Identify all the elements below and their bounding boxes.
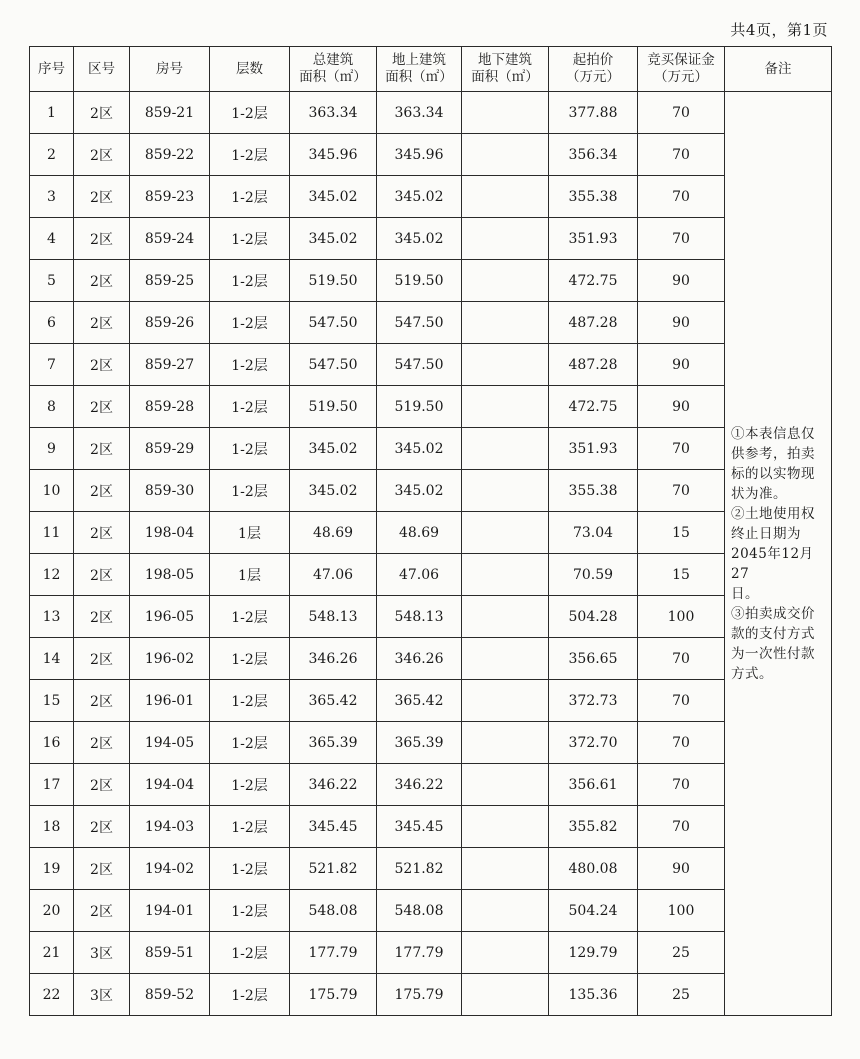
table-row	[30, 932, 832, 974]
cell-start-price: 73.04	[549, 512, 638, 554]
cell-above-area: 547.50	[377, 344, 462, 386]
cell-total-area: 345.96	[290, 134, 377, 176]
cell-total-area: 365.39	[290, 722, 377, 764]
cell-total-area: 345.45	[290, 806, 377, 848]
header-start-price-line1: 起拍价	[572, 52, 614, 68]
remark-line: 为一次性付款	[731, 645, 815, 662]
cell-total-area: 345.02	[290, 218, 377, 260]
cell-seq: 13	[30, 596, 74, 638]
cell-room: 859-51	[130, 932, 210, 974]
header-floors: 层数	[210, 47, 290, 92]
cell-seq: 8	[30, 386, 74, 428]
cell-seq: 20	[30, 890, 74, 932]
cell-start-price: 472.75	[549, 260, 638, 302]
cell-room: 198-05	[130, 554, 210, 596]
header-deposit-line1: 竞买保证金	[647, 52, 715, 68]
cell-zone: 2区	[74, 470, 130, 512]
cell-zone: 2区	[74, 344, 130, 386]
cell-start-price: 480.08	[549, 848, 638, 890]
cell-deposit: 70	[638, 764, 725, 806]
cell-floors: 1-2层	[210, 596, 290, 638]
cell-total-area: 346.22	[290, 764, 377, 806]
cell-deposit: 15	[638, 554, 725, 596]
cell-deposit: 70	[638, 806, 725, 848]
cell-room: 859-23	[130, 176, 210, 218]
cell-above-area: 519.50	[377, 386, 462, 428]
cell-start-price: 472.75	[549, 386, 638, 428]
cell-deposit: 100	[638, 890, 725, 932]
cell-seq: 18	[30, 806, 74, 848]
cell-floors: 1-2层	[210, 260, 290, 302]
cell-above-area: 47.06	[377, 554, 462, 596]
cell-floors: 1-2层	[210, 806, 290, 848]
cell-total-area: 363.34	[290, 92, 377, 134]
cell-deposit: 70	[638, 638, 725, 680]
remark-line: ①本表信息仅	[731, 425, 815, 442]
cell-above-area: 345.45	[377, 806, 462, 848]
table-row	[30, 92, 832, 134]
cell-above-area: 548.13	[377, 596, 462, 638]
cell-deposit: 70	[638, 176, 725, 218]
table-row	[30, 638, 832, 680]
cell-zone: 2区	[74, 554, 130, 596]
table-row	[30, 386, 832, 428]
cell-zone: 3区	[74, 974, 130, 1016]
cell-under-area	[462, 764, 549, 806]
cell-room: 859-26	[130, 302, 210, 344]
cell-under-area	[462, 974, 549, 1016]
header-seq: 序号	[30, 47, 74, 92]
header-under-area-line1: 地下建筑	[478, 52, 532, 68]
cell-above-area: 345.02	[377, 470, 462, 512]
cell-room: 859-29	[130, 428, 210, 470]
cell-floors: 1-2层	[210, 932, 290, 974]
cell-zone: 2区	[74, 260, 130, 302]
header-above-area	[377, 47, 462, 92]
table-row	[30, 680, 832, 722]
auction-table	[29, 46, 832, 1016]
cell-floors: 1-2层	[210, 176, 290, 218]
cell-zone: 3区	[74, 932, 130, 974]
cell-floors: 1-2层	[210, 974, 290, 1016]
cell-start-price: 355.38	[549, 470, 638, 512]
cell-start-price: 70.59	[549, 554, 638, 596]
cell-zone: 2区	[74, 848, 130, 890]
cell-under-area	[462, 890, 549, 932]
table-row	[30, 974, 832, 1016]
cell-above-area: 345.02	[377, 176, 462, 218]
cell-floors: 1-2层	[210, 386, 290, 428]
header-start-price-line2: （万元）	[566, 69, 620, 85]
table-row	[30, 134, 832, 176]
cell-room: 859-52	[130, 974, 210, 1016]
page-info: 共4页，第1页	[730, 21, 828, 39]
table-row	[30, 260, 832, 302]
cell-room: 859-30	[130, 470, 210, 512]
cell-deposit: 70	[638, 92, 725, 134]
cell-room: 859-21	[130, 92, 210, 134]
cell-under-area	[462, 512, 549, 554]
cell-deposit: 90	[638, 344, 725, 386]
cell-under-area	[462, 806, 549, 848]
cell-floors: 1-2层	[210, 470, 290, 512]
table-row	[30, 512, 832, 554]
cell-under-area	[462, 134, 549, 176]
cell-seq: 16	[30, 722, 74, 764]
cell-total-area: 519.50	[290, 386, 377, 428]
header-under-area	[462, 47, 549, 92]
cell-above-area: 548.08	[377, 890, 462, 932]
cell-total-area: 519.50	[290, 260, 377, 302]
cell-room: 194-04	[130, 764, 210, 806]
table-row	[30, 176, 832, 218]
header-deposit-line2: （万元）	[654, 69, 708, 85]
cell-zone: 2区	[74, 890, 130, 932]
table-body	[30, 92, 832, 1016]
cell-total-area: 346.26	[290, 638, 377, 680]
cell-under-area	[462, 260, 549, 302]
cell-deposit: 25	[638, 974, 725, 1016]
cell-seq: 7	[30, 344, 74, 386]
cell-total-area: 548.08	[290, 890, 377, 932]
header-total-area-line2: 面积（㎡）	[299, 69, 367, 85]
cell-above-area: 519.50	[377, 260, 462, 302]
remark-line: 方式。	[731, 665, 773, 682]
table-row	[30, 806, 832, 848]
cell-start-price: 356.61	[549, 764, 638, 806]
table-row	[30, 344, 832, 386]
cell-above-area: 346.22	[377, 764, 462, 806]
cell-total-area: 365.42	[290, 680, 377, 722]
cell-zone: 2区	[74, 386, 130, 428]
cell-under-area	[462, 344, 549, 386]
cell-start-price: 504.28	[549, 596, 638, 638]
cell-seq: 9	[30, 428, 74, 470]
remark-line: ③拍卖成交价	[731, 605, 815, 622]
cell-seq: 15	[30, 680, 74, 722]
cell-floors: 1-2层	[210, 344, 290, 386]
cell-under-area	[462, 176, 549, 218]
cell-floors: 1-2层	[210, 764, 290, 806]
cell-total-area: 47.06	[290, 554, 377, 596]
cell-above-area: 521.82	[377, 848, 462, 890]
cell-seq: 10	[30, 470, 74, 512]
cell-start-price: 351.93	[549, 428, 638, 470]
cell-seq: 14	[30, 638, 74, 680]
cell-start-price: 135.36	[549, 974, 638, 1016]
cell-under-area	[462, 302, 549, 344]
table-row	[30, 470, 832, 512]
remark-line: 供参考，拍卖	[731, 445, 815, 462]
cell-above-area: 365.42	[377, 680, 462, 722]
cell-total-area: 345.02	[290, 176, 377, 218]
cell-floors: 1-2层	[210, 680, 290, 722]
cell-above-area: 345.02	[377, 218, 462, 260]
cell-zone: 2区	[74, 92, 130, 134]
cell-room: 194-03	[130, 806, 210, 848]
cell-floors: 1-2层	[210, 218, 290, 260]
cell-under-area	[462, 848, 549, 890]
table-row	[30, 722, 832, 764]
cell-under-area	[462, 554, 549, 596]
cell-seq: 12	[30, 554, 74, 596]
table-row	[30, 302, 832, 344]
cell-start-price: 487.28	[549, 344, 638, 386]
cell-seq: 17	[30, 764, 74, 806]
cell-floors: 1-2层	[210, 848, 290, 890]
cell-room: 198-04	[130, 512, 210, 554]
cell-under-area	[462, 470, 549, 512]
cell-start-price: 355.82	[549, 806, 638, 848]
cell-floors: 1层	[210, 554, 290, 596]
cell-above-area: 365.39	[377, 722, 462, 764]
cell-seq: 19	[30, 848, 74, 890]
cell-start-price: 129.79	[549, 932, 638, 974]
cell-floors: 1-2层	[210, 92, 290, 134]
cell-total-area: 548.13	[290, 596, 377, 638]
cell-room: 859-27	[130, 344, 210, 386]
cell-start-price: 504.24	[549, 890, 638, 932]
cell-zone: 2区	[74, 722, 130, 764]
cell-zone: 2区	[74, 638, 130, 680]
table-row	[30, 596, 832, 638]
table-row	[30, 218, 832, 260]
cell-total-area: 175.79	[290, 974, 377, 1016]
cell-room: 194-01	[130, 890, 210, 932]
cell-zone: 2区	[74, 176, 130, 218]
table-row	[30, 764, 832, 806]
header-room: 房号	[130, 47, 210, 92]
cell-room: 859-28	[130, 386, 210, 428]
header-above-area-line2: 面积（㎡）	[385, 69, 453, 85]
cell-room: 196-01	[130, 680, 210, 722]
header-above-area-line1: 地上建筑	[392, 52, 446, 68]
remark-line: 款的支付方式	[731, 625, 815, 642]
cell-above-area: 363.34	[377, 92, 462, 134]
cell-total-area: 521.82	[290, 848, 377, 890]
cell-total-area: 547.50	[290, 302, 377, 344]
header-start-price	[549, 47, 638, 92]
table-row	[30, 890, 832, 932]
cell-zone: 2区	[74, 428, 130, 470]
header-total-area-line1: 总建筑	[312, 52, 354, 68]
remark-cell	[725, 92, 832, 1016]
cell-room: 194-02	[130, 848, 210, 890]
cell-deposit: 90	[638, 848, 725, 890]
cell-above-area: 345.02	[377, 428, 462, 470]
cell-zone: 2区	[74, 806, 130, 848]
remark-line: 标的以实物现	[731, 465, 815, 482]
cell-floors: 1-2层	[210, 428, 290, 470]
cell-zone: 2区	[74, 134, 130, 176]
cell-seq: 11	[30, 512, 74, 554]
cell-start-price: 356.65	[549, 638, 638, 680]
cell-under-area	[462, 218, 549, 260]
cell-deposit: 70	[638, 680, 725, 722]
header-under-area-line2: 面积（㎡）	[471, 69, 539, 85]
cell-above-area: 547.50	[377, 302, 462, 344]
cell-under-area	[462, 638, 549, 680]
cell-zone: 2区	[74, 218, 130, 260]
cell-seq: 2	[30, 134, 74, 176]
cell-floors: 1-2层	[210, 722, 290, 764]
cell-seq: 4	[30, 218, 74, 260]
table-row	[30, 848, 832, 890]
cell-room: 196-02	[130, 638, 210, 680]
cell-start-price: 356.34	[549, 134, 638, 176]
cell-under-area	[462, 722, 549, 764]
cell-deposit: 70	[638, 722, 725, 764]
cell-floors: 1-2层	[210, 302, 290, 344]
cell-zone: 2区	[74, 764, 130, 806]
cell-floors: 1-2层	[210, 638, 290, 680]
cell-seq: 3	[30, 176, 74, 218]
cell-above-area: 346.26	[377, 638, 462, 680]
cell-seq: 6	[30, 302, 74, 344]
remark-line: 2045年12月27	[731, 545, 814, 582]
cell-above-area: 177.79	[377, 932, 462, 974]
cell-room: 859-22	[130, 134, 210, 176]
cell-zone: 2区	[74, 512, 130, 554]
cell-room: 859-25	[130, 260, 210, 302]
cell-seq: 22	[30, 974, 74, 1016]
cell-total-area: 547.50	[290, 344, 377, 386]
table-row	[30, 554, 832, 596]
cell-floors: 1-2层	[210, 890, 290, 932]
cell-start-price: 355.38	[549, 176, 638, 218]
cell-zone: 2区	[74, 596, 130, 638]
cell-start-price: 377.88	[549, 92, 638, 134]
cell-seq: 21	[30, 932, 74, 974]
cell-above-area: 175.79	[377, 974, 462, 1016]
cell-under-area	[462, 680, 549, 722]
cell-deposit: 25	[638, 932, 725, 974]
cell-total-area: 345.02	[290, 470, 377, 512]
cell-total-area: 177.79	[290, 932, 377, 974]
cell-floors: 1-2层	[210, 134, 290, 176]
cell-start-price: 372.70	[549, 722, 638, 764]
cell-under-area	[462, 596, 549, 638]
cell-room: 196-05	[130, 596, 210, 638]
cell-start-price: 351.93	[549, 218, 638, 260]
cell-total-area: 48.69	[290, 512, 377, 554]
header-deposit	[638, 47, 725, 92]
header-remark: 备注	[725, 47, 832, 92]
cell-start-price: 372.73	[549, 680, 638, 722]
cell-total-area: 345.02	[290, 428, 377, 470]
cell-room: 859-24	[130, 218, 210, 260]
cell-under-area	[462, 932, 549, 974]
remark-line: 日。	[731, 585, 759, 602]
header-total-area	[290, 47, 377, 92]
cell-zone: 2区	[74, 680, 130, 722]
cell-above-area: 48.69	[377, 512, 462, 554]
table-row	[30, 428, 832, 470]
cell-under-area	[462, 92, 549, 134]
cell-deposit: 70	[638, 134, 725, 176]
cell-deposit: 90	[638, 386, 725, 428]
cell-deposit: 90	[638, 302, 725, 344]
cell-above-area: 345.96	[377, 134, 462, 176]
cell-deposit: 70	[638, 470, 725, 512]
cell-zone: 2区	[74, 302, 130, 344]
cell-seq: 5	[30, 260, 74, 302]
cell-deposit: 100	[638, 596, 725, 638]
remark-line: ②土地使用权	[731, 505, 815, 522]
cell-start-price: 487.28	[549, 302, 638, 344]
remark-line: 终止日期为	[731, 525, 801, 542]
cell-seq: 1	[30, 92, 74, 134]
cell-deposit: 70	[638, 218, 725, 260]
cell-under-area	[462, 428, 549, 470]
cell-room: 194-05	[130, 722, 210, 764]
remark-line: 状为准。	[731, 485, 787, 502]
cell-deposit: 70	[638, 428, 725, 470]
header-zone: 区号	[74, 47, 130, 92]
cell-deposit: 15	[638, 512, 725, 554]
cell-under-area	[462, 386, 549, 428]
cell-deposit: 90	[638, 260, 725, 302]
table-header	[30, 47, 832, 92]
cell-floors: 1层	[210, 512, 290, 554]
